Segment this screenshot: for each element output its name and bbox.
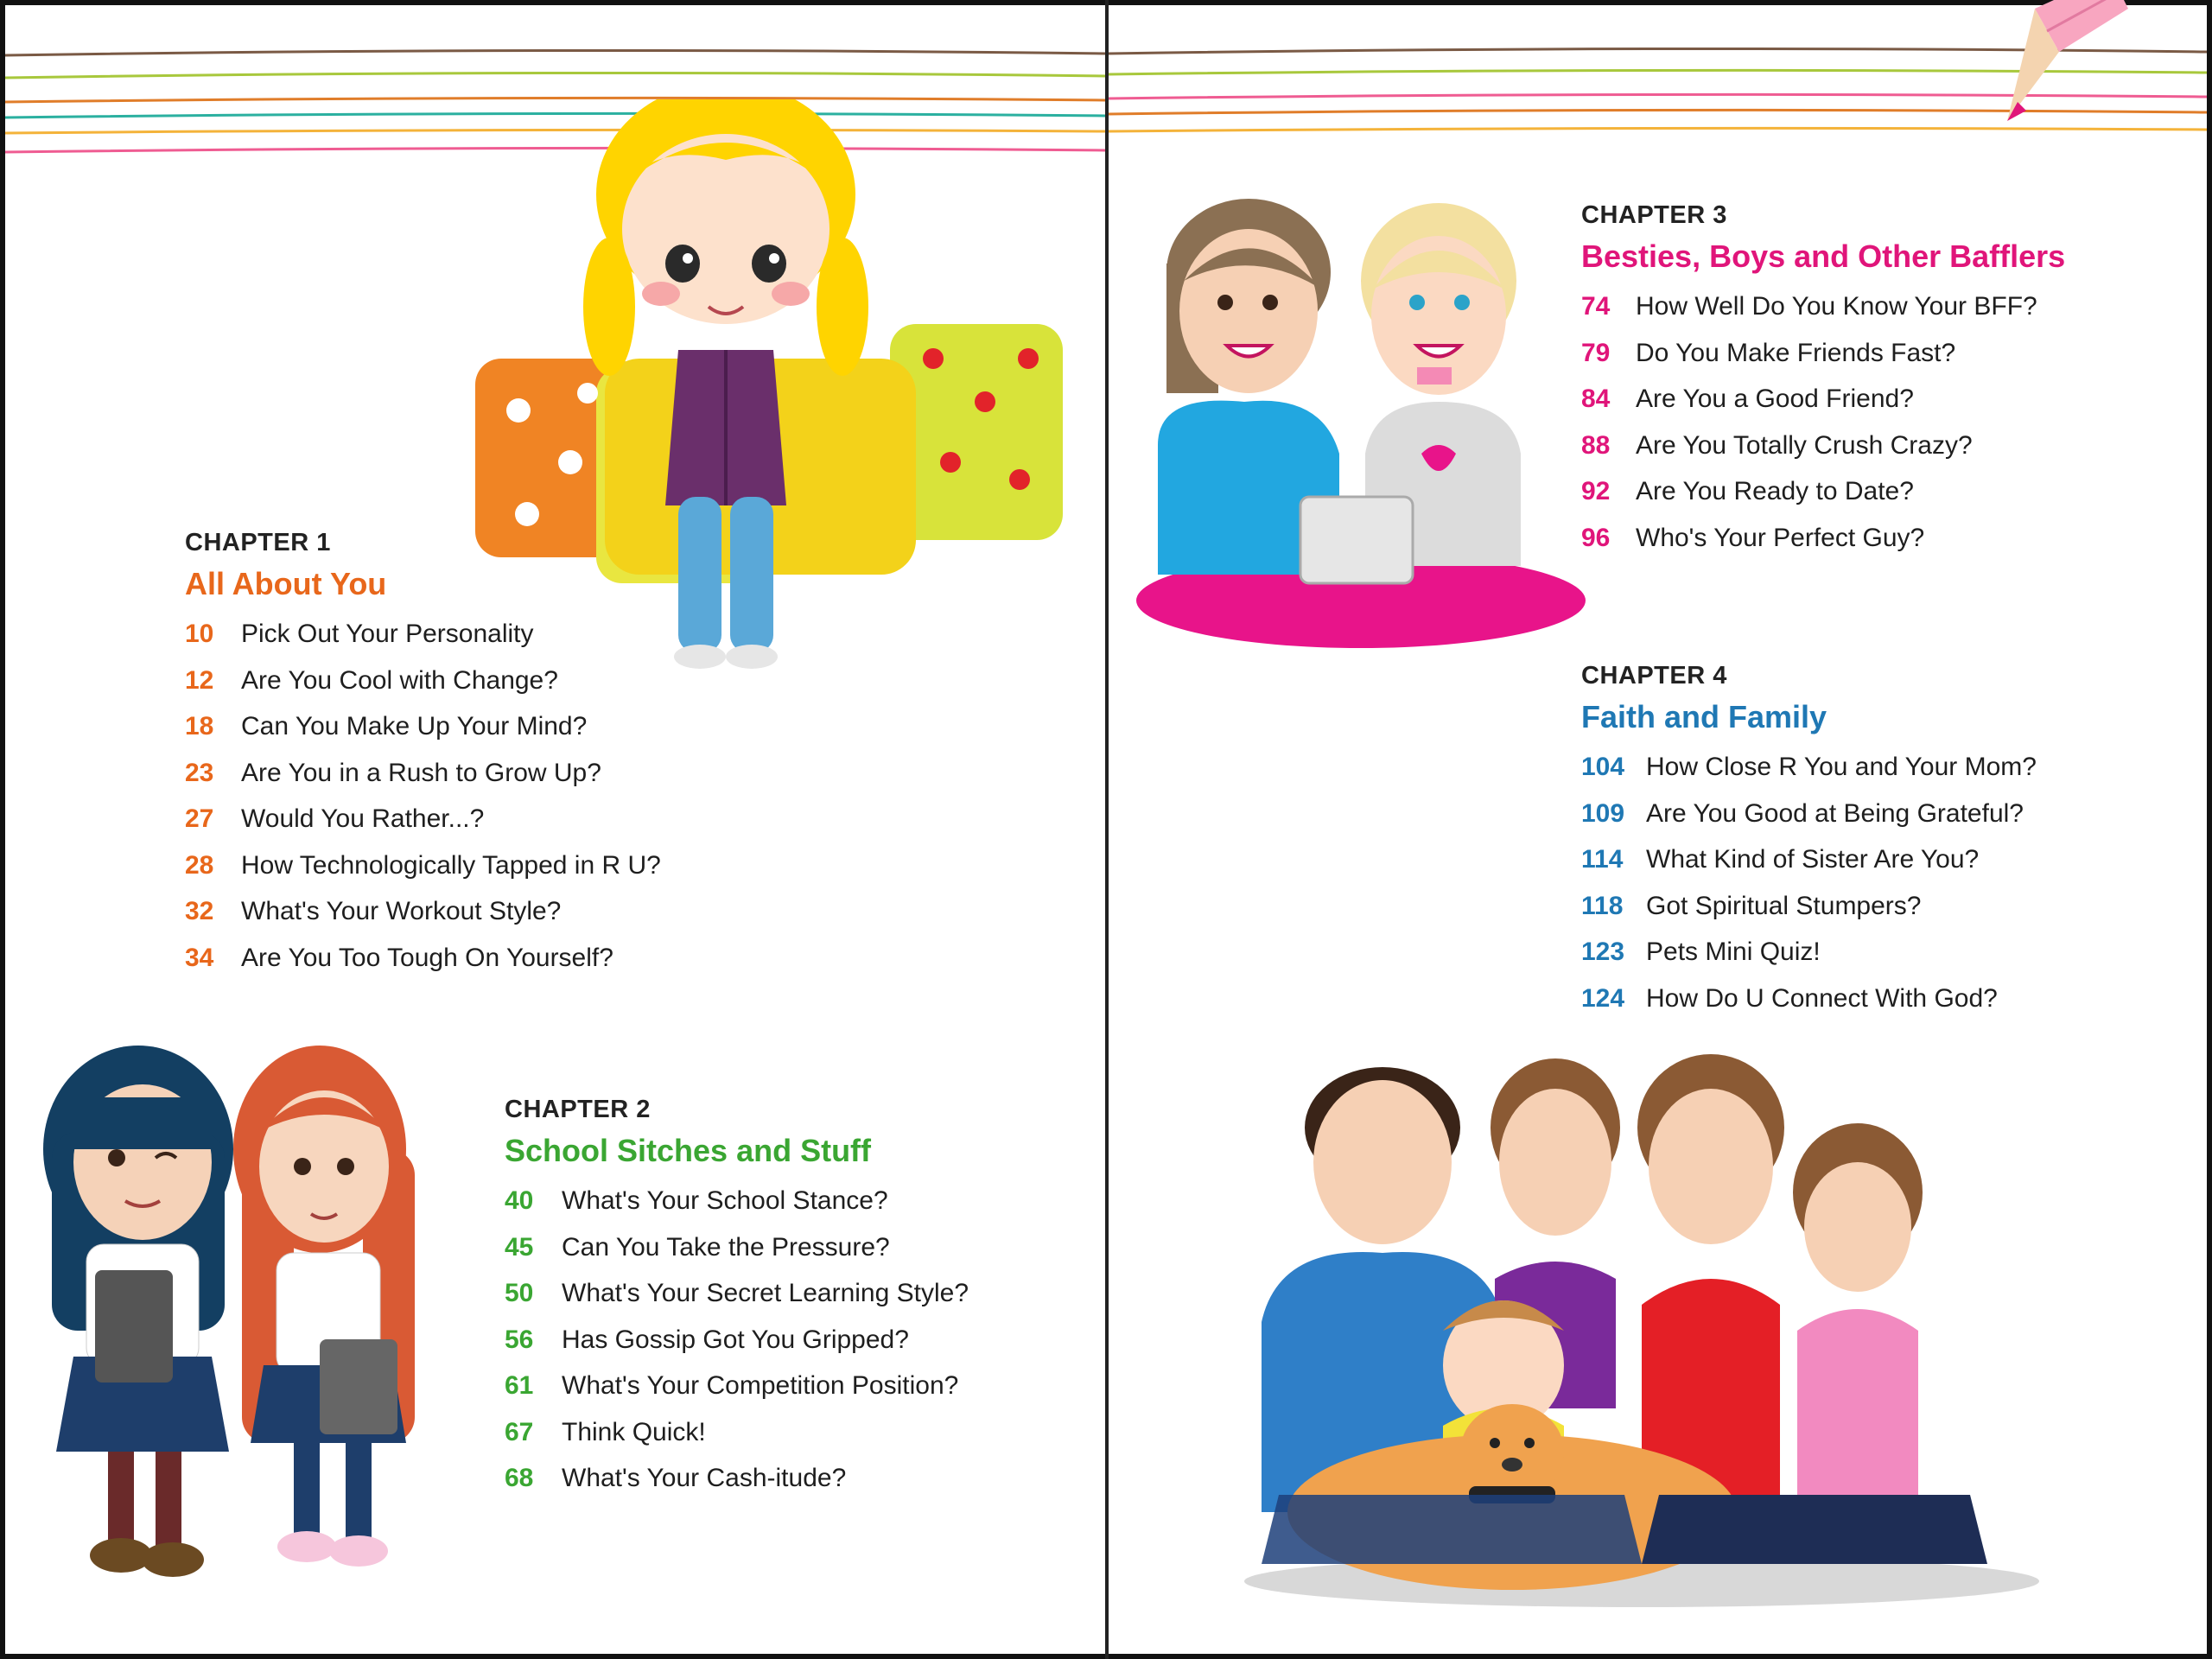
page-number: 104 <box>1581 753 1625 781</box>
toc-entry[interactable] <box>505 1224 1109 1271</box>
toc-entry[interactable] <box>1581 976 2186 1022</box>
page-number: 50 <box>505 1279 534 1307</box>
schoolgirls-icon <box>35 1046 449 1581</box>
entry-title: How Technologically Tapped in R U? <box>241 850 661 880</box>
chapter-3-section <box>1581 195 2186 561</box>
entry-title: How Well Do You Know Your BFF? <box>1636 292 2037 321</box>
entry-title: Can You Make Up Your Mind? <box>241 712 588 741</box>
entry-title: Think Quick! <box>562 1417 706 1446</box>
chapter-title: All About You <box>185 566 387 601</box>
chapter-label: CHAPTER 1 <box>185 529 331 556</box>
page-number: 34 <box>185 943 214 972</box>
pencil-icon <box>2007 0 2128 121</box>
page-number: 123 <box>1581 938 1625 966</box>
toc-entry[interactable] <box>505 1317 1109 1363</box>
page-number: 27 <box>185 804 214 833</box>
page-number: 118 <box>1581 891 1624 920</box>
toc-entry[interactable] <box>1581 791 2186 837</box>
page-number: 61 <box>505 1371 534 1400</box>
chapter-4-section <box>1581 656 2186 1021</box>
entry-title: Are You Cool with Change? <box>241 665 558 695</box>
entry-title: Pick Out Your Personality <box>241 620 534 648</box>
entry-title: How Do U Connect With God? <box>1646 983 1998 1013</box>
entry-title: What's Your Cash-itude? <box>562 1464 847 1492</box>
toc-entry[interactable] <box>1581 883 2186 930</box>
chapter-label: CHAPTER 2 <box>505 1096 651 1123</box>
entry-title: Do You Make Friends Fast? <box>1636 338 1956 367</box>
page-number: 74 <box>1581 292 1611 321</box>
page-number: 56 <box>505 1325 534 1354</box>
entry-title: What Kind of Sister Are You? <box>1646 845 1980 874</box>
page-number: 67 <box>505 1417 534 1446</box>
entry-title: Are You a Good Friend? <box>1636 385 1914 413</box>
chapter-1-entries <box>185 611 963 981</box>
page-number: 23 <box>185 758 214 787</box>
entry-title: Who's Your Perfect Guy? <box>1636 523 1925 552</box>
page-number: 92 <box>1581 477 1611 505</box>
toc-entry[interactable] <box>505 1270 1109 1317</box>
chapter-label: CHAPTER 4 <box>1581 662 1727 690</box>
page-number: 28 <box>185 850 214 880</box>
entry-title: Can You Take the Pressure? <box>562 1232 890 1262</box>
toc-entry[interactable] <box>505 1455 1109 1502</box>
page-number: 79 <box>1581 338 1611 367</box>
entry-title: What's Your School Stance? <box>562 1186 888 1215</box>
entry-title: What's Your Secret Learning Style? <box>562 1279 969 1307</box>
page-number: 114 <box>1581 845 1624 874</box>
toc-entry[interactable] <box>1581 423 2186 469</box>
chapter-4-entries <box>1581 744 2186 1021</box>
right-page-stripes <box>1109 0 2207 173</box>
entry-title: Got Spiritual Stumpers? <box>1646 891 1922 920</box>
toc-entry[interactable] <box>185 796 963 842</box>
toc-entry[interactable] <box>185 658 963 704</box>
entry-title: Are You Totally Crush Crazy? <box>1636 430 1973 460</box>
chapter-1-section <box>185 523 963 981</box>
page-number: 12 <box>185 665 214 695</box>
toc-entry[interactable] <box>505 1178 1109 1224</box>
toc-entry[interactable] <box>1581 929 2186 976</box>
entry-title: Would You Rather...? <box>241 804 485 833</box>
chapter-3-entries <box>1581 283 2186 561</box>
entry-title: Are You Good at Being Grateful? <box>1646 798 2024 828</box>
toc-entry[interactable] <box>185 935 963 982</box>
page-number: 10 <box>185 620 214 648</box>
toc-entry[interactable] <box>1581 376 2186 423</box>
page-number: 109 <box>1581 798 1625 828</box>
toc-entry[interactable] <box>505 1409 1109 1456</box>
chapter-2-entries <box>505 1178 1109 1502</box>
toc-entry[interactable] <box>1581 283 2186 330</box>
toc-entry[interactable] <box>1581 744 2186 791</box>
page-number: 18 <box>185 712 214 741</box>
toc-entry[interactable] <box>185 888 963 935</box>
friends-tablet-icon <box>1132 194 1590 652</box>
toc-entry[interactable] <box>1581 468 2186 515</box>
toc-entry[interactable] <box>185 842 963 889</box>
entry-title: Pets Mini Quiz! <box>1646 938 1821 966</box>
entry-title: Has Gossip Got You Gripped? <box>562 1325 909 1354</box>
page-number: 96 <box>1581 523 1611 552</box>
entry-title: How Close R You and Your Mom? <box>1646 753 2037 781</box>
chapter-label: CHAPTER 3 <box>1581 201 1727 229</box>
toc-entry[interactable] <box>1581 330 2186 377</box>
entry-title: Are You Too Tough On Yourself? <box>241 943 613 972</box>
chapter-2-section <box>505 1090 1109 1502</box>
page-number: 88 <box>1581 430 1611 460</box>
toc-entry[interactable] <box>185 611 963 658</box>
page-number: 45 <box>505 1232 534 1262</box>
toc-entry[interactable] <box>505 1363 1109 1409</box>
page-number: 124 <box>1581 983 1625 1013</box>
entry-title: Are You in a Rush to Grow Up? <box>241 758 601 787</box>
toc-entry[interactable] <box>185 750 963 797</box>
toc-entry[interactable] <box>1581 515 2186 562</box>
chapter-title: Besties, Boys and Other Bafflers <box>1581 238 2066 274</box>
page-number: 68 <box>505 1464 534 1492</box>
entry-title: Are You Ready to Date? <box>1636 477 1914 505</box>
entry-title: What's Your Competition Position? <box>562 1371 959 1400</box>
family-icon <box>1210 1046 2074 1624</box>
page-number: 40 <box>505 1186 534 1215</box>
page-number: 32 <box>185 897 214 925</box>
toc-entry[interactable] <box>185 703 963 750</box>
page-number: 84 <box>1581 385 1611 413</box>
toc-entry[interactable] <box>1581 836 2186 883</box>
chapter-title: Faith and Family <box>1581 699 1827 734</box>
chapter-title: School Sitches and Stuff <box>505 1133 872 1168</box>
entry-title: What's Your Workout Style? <box>241 897 562 925</box>
